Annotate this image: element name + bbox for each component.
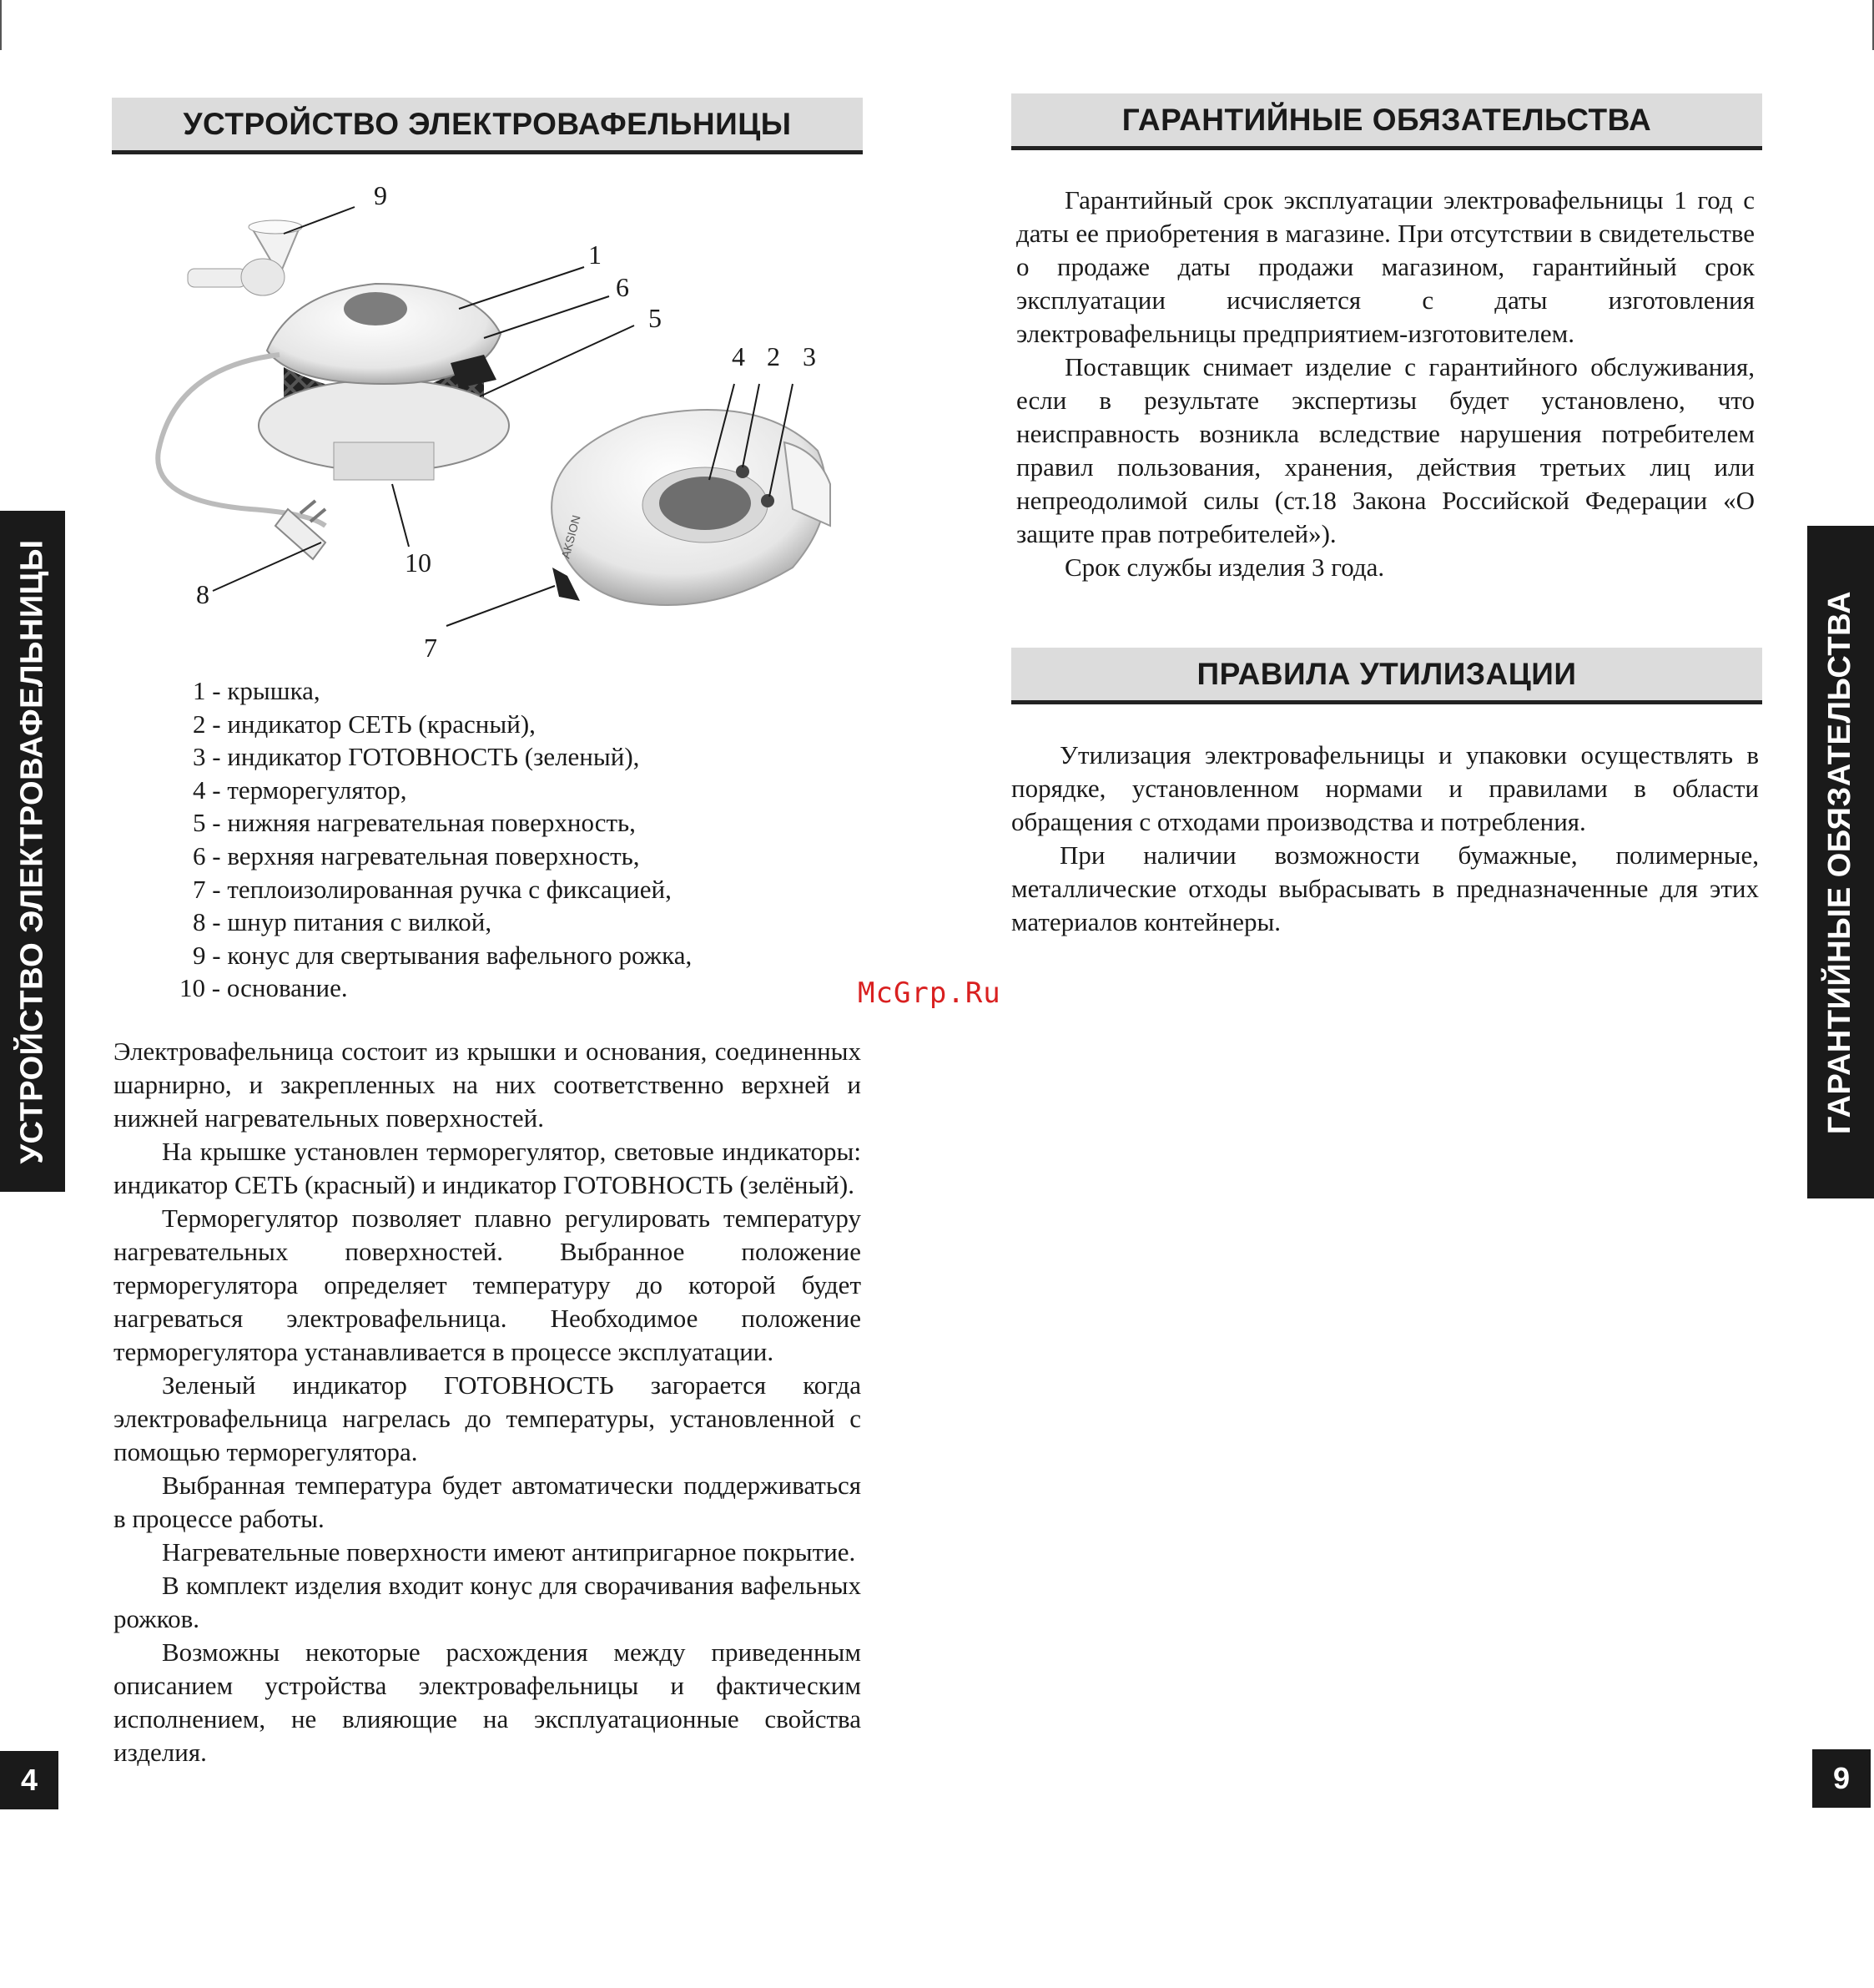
watermark: McGrp.Ru xyxy=(858,976,1001,1010)
paragraph: Зеленый индикатор ГОТОВНОСТЬ загорается когда электровафельница нагрелась до температуры, установленной с помощью терморегулятора. xyxy=(113,1370,861,1466)
legend-item: 2 - индикатор СЕТЬ (красный), xyxy=(193,709,536,739)
callout-10: 10 xyxy=(405,547,431,578)
legend-item: 3 - индикатор ГОТОВНОСТЬ (зеленый), xyxy=(193,742,640,772)
paragraph: Терморегулятор позволяет плавно регулировать температуру нагревательных поверхностей. Выбранное положение терморегулятора определяет температуру до которой будет нагреваться электровафельница. Необходимое положение терморегулятора устанавливается в процессе эксплуатации. xyxy=(113,1203,861,1366)
legend-item: 6 - верхняя нагревательная поверхность, xyxy=(193,840,640,870)
parts-legend xyxy=(167,674,692,1005)
callout-3: 3 xyxy=(803,341,816,371)
waffle-maker-illustration xyxy=(125,175,876,676)
callout-9: 9 xyxy=(374,180,387,210)
legend-item: 10 - основание. xyxy=(179,973,348,1003)
disposal-text xyxy=(1011,739,1759,939)
legend-item: 5 - нижняя нагревательная поверхность, xyxy=(193,808,636,838)
legend-item: 9 - конус для свертывания вафельного рожка, xyxy=(193,940,693,970)
device-section-header: УСТРОЙСТВО ЭЛЕКТРОВАФЕЛЬНИЦЫ xyxy=(112,98,863,154)
callout-5: 5 xyxy=(648,303,662,333)
device-description xyxy=(113,1035,861,1769)
right-side-tab-label: ГАРАНТИЙНЫЕ ОБЯЗАТЕЛЬСТВА xyxy=(1822,590,1858,1134)
callout-4: 4 xyxy=(732,341,745,371)
paragraph: Утилизация электровафельницы и упаковки осуществлять в порядке, установленном нормами и правилами в области обращения с отходами производства и потребления. xyxy=(1011,740,1759,836)
right-side-tab xyxy=(1807,526,1874,1198)
page-number-right: 9 xyxy=(1812,1749,1871,1808)
callout-7: 7 xyxy=(424,633,437,663)
paragraph: В комплект изделия входит конус для сворачивания вафельных рожков. xyxy=(113,1571,861,1633)
callout-6: 6 xyxy=(616,272,629,302)
paragraph: Гарантийный срок эксплуатации электровафельницы 1 год с даты ее приобретения в магазине. При отсутствии в свидетельстве о продаже даты продажи магазином, гарантийный срок эксплуатации исчисляется с даты изготовления электровафельницы предприятием-изготовителем. xyxy=(1016,185,1755,348)
legend-item: 1 - крышка, xyxy=(193,676,320,705)
paragraph: Срок службы изделия 3 года. xyxy=(1065,553,1385,582)
cone-part xyxy=(188,220,302,295)
paragraph: Поставщик снимает изделие с гарантийного обслуживания, если в результате экспертизы будет установлено, что неисправность возникла вследствие нарушения потребителем правил пользования, хранения, действия третьих лиц или непреодолимой силы (ст.18 Закона Российской Федерации «О защите прав потребителей»). xyxy=(1016,352,1755,548)
crop-mark-left xyxy=(0,0,2,50)
callout-2: 2 xyxy=(767,341,780,371)
page-number-left: 4 xyxy=(0,1751,58,1809)
paragraph: Возможны некоторые расхождения между приведенным описанием устройства электровафельницы и фактическим исполнением, не влияющие на эксплуатационные свойства изделия. xyxy=(113,1637,861,1767)
legend-item: 7 - теплоизолированная ручка с фиксацией, xyxy=(193,874,672,904)
paragraph: При наличии возможности бумажные, полимерные, металлические отходы выбрасывать в предназначенные для этих материалов контейнеры. xyxy=(1011,840,1759,936)
legend-item: 4 - терморегулятор, xyxy=(193,775,407,805)
paragraph: Нагревательные поверхности имеют антипригарное покрытие. xyxy=(162,1537,856,1567)
callout-1: 1 xyxy=(588,240,602,270)
open-waffle-maker xyxy=(158,284,509,559)
paragraph: Выбранная температура будет автоматически поддерживаться в процессе работы. xyxy=(113,1471,861,1533)
left-side-tab xyxy=(0,511,65,1192)
closed-waffle-maker xyxy=(552,410,830,605)
legend-item: 8 - шнур питания с вилкой, xyxy=(193,907,492,937)
paragraph: Электровафельница состоит из крышки и основания, соединенных шарнирно, и закрепленных на них соответственно верхней и нижней нагревательных поверхностей. xyxy=(113,1037,861,1133)
callout-8: 8 xyxy=(196,579,209,609)
left-side-tab-label: УСТРОЙСТВО ЭЛЕКТРОВАФЕЛЬНИЦЫ xyxy=(14,538,50,1164)
warranty-section-header: ГАРАНТИЙНЫЕ ОБЯЗАТЕЛЬСТВА xyxy=(1011,93,1762,150)
paragraph: На крышке установлен терморегулятор, световые индикаторы: индикатор СЕТЬ (красный) и индикатор ГОТОВНОСТЬ (зелёный). xyxy=(113,1137,861,1199)
disposal-section-header: ПРАВИЛА УТИЛИЗАЦИИ xyxy=(1011,648,1762,704)
warranty-text xyxy=(1016,184,1755,584)
brand-label: AKSION xyxy=(558,513,583,560)
